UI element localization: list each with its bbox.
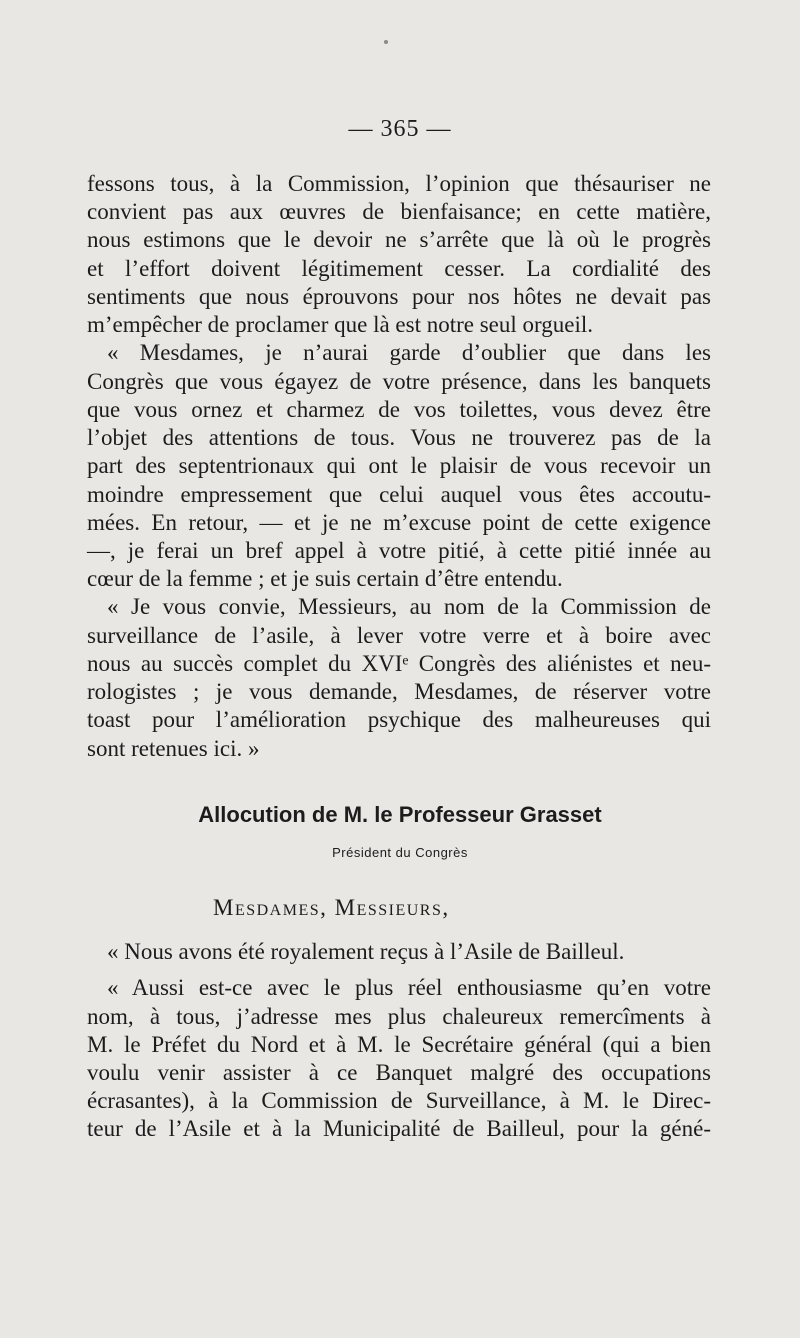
text-line: nous estimons que le devoir ne s’arrête que là où le progrès	[87, 227, 711, 252]
text-line: que vous ornez et charmez de vos toilettes, vous devez être	[87, 397, 711, 422]
paper-speck	[384, 40, 388, 44]
text-line: m’empêcher de proclamer que là est notre seul orgueil.	[87, 312, 594, 337]
text-line: moindre empressement que celui auquel vous êtes accoutu-	[87, 482, 711, 507]
section-subheading: Président du Congrès	[332, 845, 468, 860]
text-line: fessons tous, à la Commission, l’opinion que thésauriser ne	[87, 171, 711, 196]
text-line: cœur de la femme ; et je suis certain d’être entendu.	[87, 566, 563, 591]
text-line: « Aussi est-ce avec le plus réel enthousiasme qu’en votre	[107, 975, 711, 1000]
text-line: « Je vous convie, Messieurs, au nom de la Commission de	[107, 594, 711, 619]
text-line: nom, à tous, j’adresse mes plus chaleureux remercîments à	[87, 1004, 711, 1029]
text-line: sentiments que nous éprouvons pour nos hôtes ne devait pas	[87, 284, 711, 309]
text-line: convient pas aux œuvres de bienfaisance; en cette matière,	[87, 199, 711, 224]
page-number: — 365 —	[348, 116, 452, 142]
text-line: sont retenues ici. »	[87, 736, 260, 761]
text-line: rologistes ; je vous demande, Mesdames, de réserver votre	[87, 679, 711, 704]
text-line: M. le Préfet du Nord et à M. le Secrétaire général (qui a bien	[87, 1032, 711, 1057]
text-line: écrasantes), à la Commission de Surveillance, à M. le Direc-	[87, 1088, 711, 1113]
text-line: « Mesdames, je n’aurai garde d’oublier que dans les	[107, 340, 711, 365]
text-line: part des septentrionaux qui ont le plaisir de vous recevoir un	[87, 453, 711, 478]
text-line: l’objet des attentions de tous. Vous ne trouverez pas de la	[87, 425, 711, 450]
section-heading: Allocution de M. le Professeur Grasset	[198, 802, 602, 827]
text-line: nous au succès complet du XVIᵉ Congrès des aliénistes et neu-	[87, 651, 711, 676]
text-line: voulu venir assister à ce Banquet malgré des occupations	[87, 1060, 711, 1085]
text-line: et l’effort doivent légitimement cesser. La cordialité des	[87, 256, 711, 281]
text-line: Congrès que vous égayez de votre présence, dans les banquets	[87, 369, 711, 394]
text-line: mées. En retour, — et je ne m’excuse point de cette exigence	[87, 510, 711, 535]
salutation: Mesdames, Messieurs,	[213, 895, 450, 920]
text-line: surveillance de l’asile, à lever votre verre et à boire avec	[87, 623, 711, 648]
text-line: « Nous avons été royalement reçus à l’Asile de Bailleul.	[107, 939, 625, 964]
text-line: teur de l’Asile et à la Municipalité de Bailleul, pour la géné-	[87, 1116, 711, 1141]
text-line: —, je ferai un bref appel à votre pitié, à cette pitié innée au	[87, 538, 711, 563]
text-line: toast pour l’amélioration psychique des malheureuses qui	[87, 707, 711, 732]
